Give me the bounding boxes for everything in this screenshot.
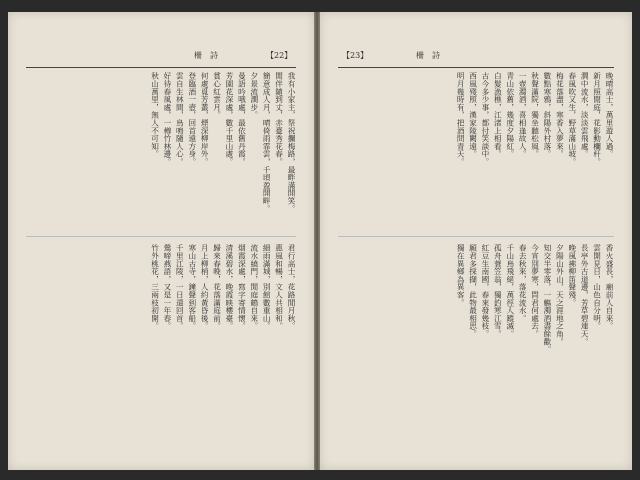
text-column: 香火盛長，廟前人自來。 [605, 244, 614, 330]
text-column: 長亭外古道邊，芳草碧連天。 [580, 244, 590, 346]
right-bottom-columns [338, 244, 614, 399]
text-column: 春風吹又生，野草滿山坡。 [567, 72, 577, 166]
text-column: 月上柳梢，人約黃昏後。 [200, 244, 210, 330]
text-column: 流水繞門，閒庭鶴自來。 [249, 244, 259, 330]
text-column: 今宵別夢寒，問君何處去。 [530, 244, 540, 338]
right-page [320, 12, 632, 470]
text-column: 好待春風處，一樽竹林邊。 [162, 72, 172, 166]
text-column: 曼語吟哦處，最依舊丹霞。 [237, 72, 247, 166]
text-column: 晚風拂柳笛聲殘。 [567, 244, 577, 307]
text-column: 一壺濁酒，喜相逢故人。 [518, 72, 528, 158]
text-column: 惠風和暢，文人共相和。 [274, 244, 284, 330]
text-column: 夕景流澗步。 [249, 72, 259, 119]
text-column: 古今多少事，都付笑談中。 [480, 72, 490, 166]
right-top-columns [338, 72, 614, 227]
text-column: 梅花落盡，寒香入夢來。 [555, 72, 565, 158]
text-column: 歸來春晚，花落滿庭前。 [212, 244, 222, 330]
text-column: 孤舟蓑笠翁，獨釣寒江雪。 [493, 244, 503, 338]
right-header-rule [338, 67, 614, 68]
text-column: 千里江陵，一日還回首。 [175, 244, 185, 330]
text-column: 西風殘照，漢家陵闕遠。 [468, 72, 478, 158]
text-column: 閒伴隨到丈，赤臺秀花春。 [274, 72, 284, 166]
text-column: 賞心紅雲月。 [212, 72, 222, 119]
text-column: 新月照閒庭，花影動欄杆。 [592, 72, 602, 166]
text-column: 寒山古寺，鐘聲到客船。 [187, 244, 197, 330]
text-column: 雲自生林間，鳥鳴隨人心。 [175, 72, 185, 166]
text-column: 晚晴高士，萬里遊人過。 [605, 72, 614, 158]
left-page-number: 【22】 [266, 51, 293, 60]
left-page [8, 12, 314, 470]
text-column: 千山鳥飛絕，萬徑人蹤滅。 [505, 244, 515, 338]
text-column: 秋山萬里，無人不可知。 [150, 72, 160, 158]
text-column: 烟霞深處，寫字寄情懷。 [237, 244, 247, 330]
text-column: 秋聲滿院，獨坐聽松風。 [530, 72, 540, 158]
text-column: 願君多採擷，此物最相思。 [468, 244, 478, 338]
book-spread [8, 12, 632, 470]
left-band-divider [26, 236, 296, 237]
left-page-header-title: 柵 詩 [194, 51, 218, 60]
text-column: 紅豆生南國，春來發幾枝。 [480, 244, 490, 338]
text-column: 芳園花深處，數千里山處。 [224, 72, 234, 166]
text-column: 清溪碧水，晚霞映樓臺。 [224, 244, 234, 330]
text-column: 獨在異鄉為異客。 [456, 244, 466, 307]
text-column: 青山依舊，幾度夕陽紅。 [505, 72, 515, 158]
text-column: 春去秋來，落花流水。 [518, 244, 528, 322]
text-column: 澗中流水，淡淡雲飛處。 [580, 72, 590, 158]
left-bottom-columns [26, 244, 296, 399]
text-column: 簡意成人月，晴倚雨霏雲，千頃盈開畔。 [262, 72, 272, 213]
right-page-header-title: 柵 詩 [416, 51, 440, 60]
left-header-rule [26, 67, 296, 68]
right-page-number: 【23】 [342, 51, 369, 60]
text-column: 何處覓芳叢，煙深柳岸外。 [200, 72, 210, 166]
left-top-columns [26, 72, 296, 227]
text-column: 白髮漁樵，江渚上相看。 [493, 72, 503, 158]
text-column: 數點寒鴉，斜陽外村落。 [542, 72, 552, 158]
right-band-divider [338, 236, 614, 237]
text-column: 夕陽山外山，天之涯地之角。 [555, 244, 565, 346]
text-column: 明月幾時有，把酒問青天。 [456, 72, 466, 166]
text-column: 雲開見日，山色自分明。 [592, 244, 602, 330]
text-column: 登臨酒一壺，回首遠方身。 [187, 72, 197, 166]
text-column: 竹外桃花，三兩枝初開。 [150, 244, 160, 330]
text-column: 知交半零落，一觴濁酒盡餘歡。 [542, 244, 552, 354]
text-column: 鶯啼燕語，又是一年春。 [162, 244, 172, 330]
text-column: 我有小家主，祭祝攔梅路，最畔滿開笑。 [287, 72, 296, 213]
text-column: 君行高士，花路閒月秋。 [287, 244, 296, 330]
text-column: 細雨滿城，別館數重山。 [262, 244, 272, 330]
